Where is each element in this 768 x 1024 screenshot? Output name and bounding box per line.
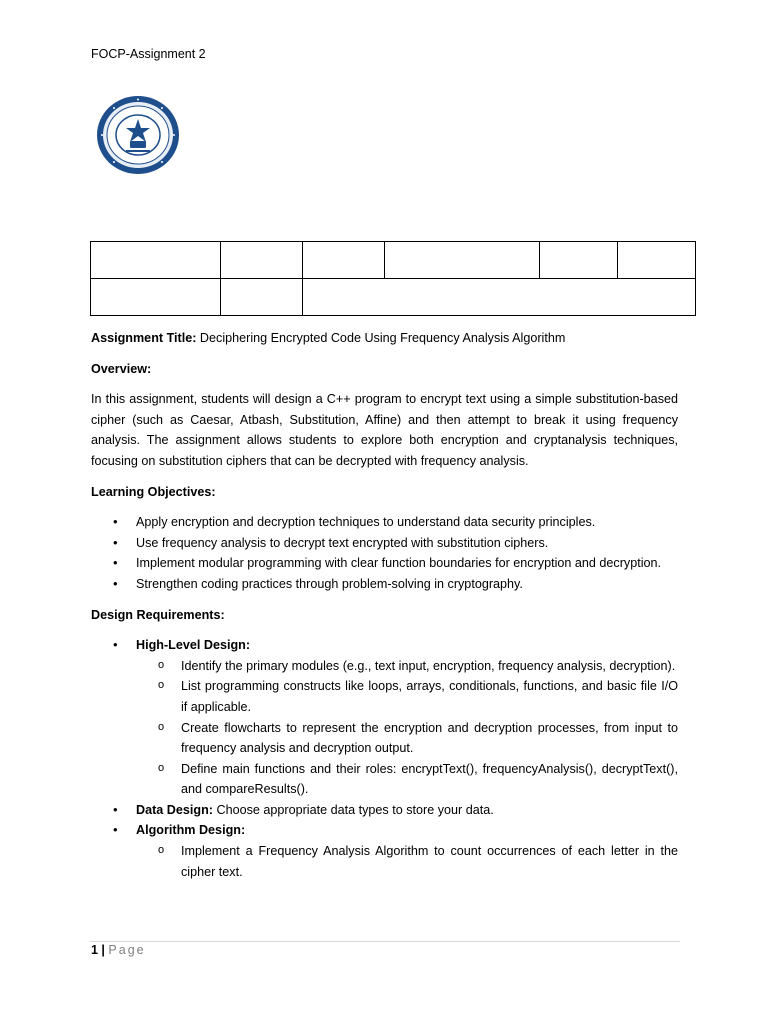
table-cell[interactable] xyxy=(618,242,696,279)
learning-objectives-list xyxy=(91,512,678,594)
list-item-high-level-design xyxy=(91,635,678,800)
sub-list-item: o List programming constructs like loops, arrays, conditionals, functions, and basic file I/O if applicable. xyxy=(136,676,678,717)
table-cell[interactable] xyxy=(303,242,385,279)
table-cell[interactable] xyxy=(91,242,221,279)
design-requirements-list xyxy=(91,635,678,882)
list-item-algorithm-design xyxy=(91,820,678,882)
document-body xyxy=(91,328,678,892)
list-item-data-design xyxy=(91,800,678,821)
algorithm-design-sublist xyxy=(136,841,678,882)
list-item: • Use frequency analysis to decrypt text encrypted with substitution ciphers. xyxy=(91,533,678,554)
university-seal-logo xyxy=(96,95,180,175)
info-table xyxy=(90,241,696,316)
learning-objectives-heading: Learning Objectives: xyxy=(91,484,216,499)
page-footer xyxy=(91,943,146,957)
list-item: • Strengthen coding practices through problem-solving in cryptography. xyxy=(91,574,678,595)
table-row xyxy=(91,279,696,316)
list-item: • Implement modular programming with clear function boundaries for encryption and decryption. xyxy=(91,553,678,574)
sub-list-item: o Identify the primary modules (e.g., text input, encryption, frequency analysis, decryption). xyxy=(136,656,678,677)
document-header: FOCP-Assignment 2 xyxy=(91,47,206,61)
high-level-design-sublist xyxy=(136,656,678,800)
page-number: 1 xyxy=(91,943,98,957)
table-row xyxy=(91,242,696,279)
overview-text: In this assignment, students will design a C++ program to encrypt text using a simple substitution-based cipher (such as Caesar, Atbash, Substitution, Affine) and then attempt to break it using frequency analysis. The assignment allows students to explore both encryption and cryptanalysis techniques, focusing on substitution ciphers that can be decrypted with frequency analysis. xyxy=(91,392,678,468)
algorithm-design-label: Algorithm Design: xyxy=(136,823,246,838)
assignment-title-label: Assignment Title: xyxy=(91,331,197,345)
list-item: • Apply encryption and decryption techniques to understand data security principles. xyxy=(91,512,678,533)
data-design-text: Choose appropriate data types to store your data. xyxy=(212,802,494,817)
data-design-label: Data Design: xyxy=(136,802,213,817)
table-cell-merged[interactable] xyxy=(303,279,696,316)
table-cell[interactable] xyxy=(385,242,540,279)
table-cell[interactable] xyxy=(221,279,303,316)
sub-list-item: o Implement a Frequency Analysis Algorithm to count occurrences of each letter in the cipher text. xyxy=(136,841,678,882)
high-level-design-label: High-Level Design: xyxy=(136,638,251,653)
sub-list-item: o Create flowcharts to represent the encryption and decryption processes, from input to frequency analysis and decryption output. xyxy=(136,718,678,759)
footer-divider xyxy=(90,941,680,942)
design-requirements-heading: Design Requirements: xyxy=(91,607,225,622)
assignment-title xyxy=(91,328,678,349)
sub-list-item: o Define main functions and their roles: encryptText(), frequencyAnalysis(), decryptText(), and compareResults(). xyxy=(136,759,678,800)
overview-heading: Overview: xyxy=(91,361,152,376)
table-cell[interactable] xyxy=(221,242,303,279)
table-cell[interactable] xyxy=(540,242,618,279)
page-separator: | xyxy=(97,943,109,957)
assignment-title-value: Deciphering Encrypted Code Using Frequency Analysis Algorithm xyxy=(196,331,566,345)
page-word: Page xyxy=(108,943,146,957)
table-cell[interactable] xyxy=(91,279,221,316)
